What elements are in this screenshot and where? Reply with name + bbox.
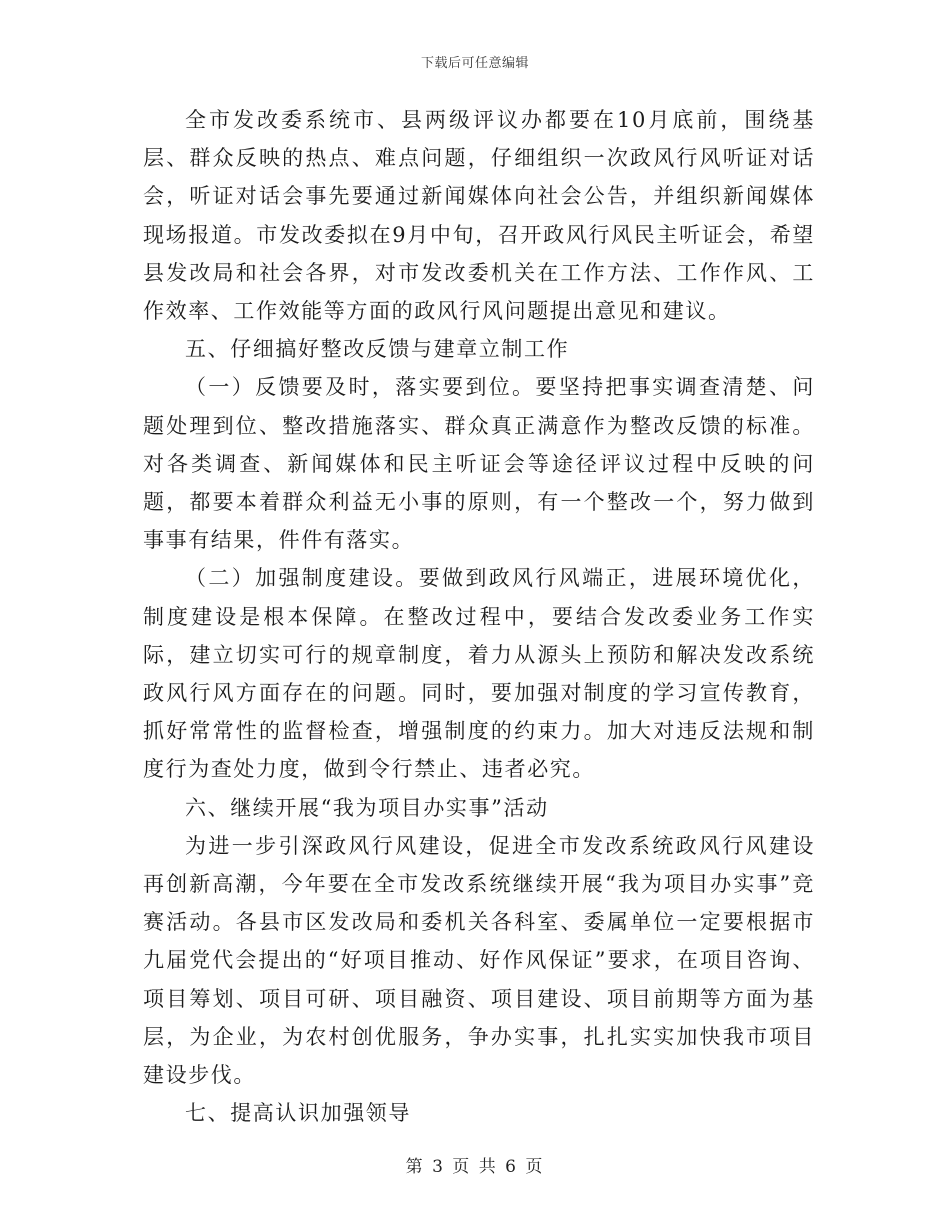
paragraph-feedback: （一）反馈要及时，落实要到位。要坚持把事实调查清楚、问题处理到位、整改措施落实、群众真正满意作为整改反馈的标准。对各类调查、新闻媒体和民主听证会等途径评议过程中反映的问题，都要本着群众利益无小事的原则，有一个整改一个，努力做到事事有结果，件件有落实。 bbox=[143, 375, 815, 553]
paragraph-hearing-dialogue: 全市发改委系统市、县两级评议办都要在10月底前，围绕基层、群众反映的热点、难点问题，仔细组织一次政风行风听证对话会，听证对话会事先要通过新闻媒体向社会公告，并组织新闻媒体现场报道。市发改委拟在9月中旬，召开政风行风民主听证会，希望县发改局和社会各界，对市发改委机关在工作方法、工作作风、工作效率、工作效能等方面的政风行风问题提出意见和建议。 bbox=[143, 108, 815, 324]
paragraph-project-activity: 为进一步引深政风行风建设，促进全市发改系统政风行风建设再创新高潮，今年要在全市发改系统继续开展“我为项目办实事”竞赛活动。各县市区发改局和委机关各科室、委属单位一定要根据市九届党代会提出的“好项目推动、好作风保证”要求，在项目咨询、项目筹划、项目可研、项目融资、项目建设、项目前期等方面为基层，为企业，为农村创优服务，争办实事，扎扎实实加快我市项目建设步伐。 bbox=[143, 833, 815, 1088]
page-header: 下载后可任意编辑 bbox=[420, 56, 529, 71]
section-heading-5: 五、仔细搞好整改反馈与建章立制工作 bbox=[185, 337, 570, 362]
page-number: 第 3 页 共 6 页 bbox=[405, 1157, 545, 1177]
section-heading-6: 六、继续开展“我为项目办实事”活动 bbox=[185, 795, 549, 820]
paragraph-system-building: （二）加强制度建设。要做到政风行风端正，进展环境优化，制度建设是根本保障。在整改过程中，要结合发改委业务工作实际，建立切实可行的规章制度，着力从源头上预防和解决发改系统政风行风方面存在的问题。同时，要加强对制度的学习宣传教育，抓好常常性的监督检查，增强制度的约束力。加大对违反法规和制度行为查处力度，做到令行禁止、违者必究。 bbox=[143, 566, 815, 782]
document-body bbox=[143, 101, 815, 1132]
section-heading-7: 七、提高认识加强领导 bbox=[185, 1101, 411, 1126]
